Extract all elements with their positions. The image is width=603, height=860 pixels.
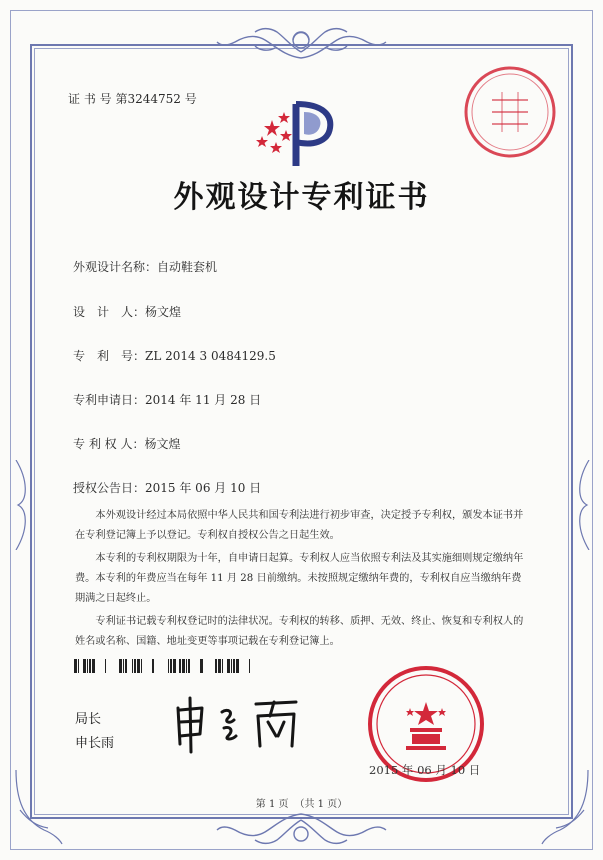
field-value: 杨文煌: [145, 305, 182, 319]
president-title: 局长: [75, 712, 102, 727]
field-value: 自动鞋套机: [157, 260, 218, 274]
certificate-number-label: 证 书 号 第: [68, 92, 128, 106]
certificate-number: [68, 90, 197, 107]
field-designer: [73, 303, 181, 320]
field-value: ZL 2014 3 0484129.5: [145, 349, 276, 363]
field-label: 授权公告日：: [73, 481, 146, 495]
field-value: 2014 年 11 月 28 日: [145, 393, 262, 407]
paragraph: 本外观设计经过本局依照中华人民共和国专利法进行初步审查，决定授予专利权，颁发本证书并在专利登记簿上予以登记。专利权自授权公告之日起生效。: [75, 510, 524, 541]
signature: [170, 694, 305, 754]
field-label: 外观设计名称：: [73, 260, 158, 274]
field-label: 设 计 人：: [73, 305, 146, 319]
barcode: [74, 659, 262, 673]
sipo-logo-icon: [252, 98, 334, 174]
agent-seal: [462, 64, 558, 160]
paragraph: 专利证书记载专利权登记时的法律状况。专利权的转移、质押、无效、终止、恢复和专利权人的姓名或名称、国籍、地址变更等事项记载在专利登记簿上。: [75, 616, 524, 647]
top-ornament: [215, 18, 388, 64]
field-value: 杨文煌: [144, 437, 181, 451]
page-footer: [0, 795, 603, 810]
certificate-body: [75, 506, 530, 655]
seal-date: 2015 年 06 月 10 日: [369, 763, 481, 777]
president-name: 申长雨: [75, 736, 115, 751]
page-number: 第 1 页: [255, 799, 289, 810]
field-patentee: [73, 435, 180, 452]
field-announcement-date: [73, 479, 261, 496]
field-patent-number: [73, 347, 276, 364]
left-ornament: [12, 460, 34, 550]
field-label: 专 利 权 人：: [73, 437, 145, 451]
field-value: 2015 年 06 月 10 日: [145, 481, 262, 495]
right-ornament: [571, 460, 593, 550]
field-label: 专 利 号：: [73, 349, 146, 363]
field-label: 专利申请日：: [73, 393, 146, 407]
paragraph: 本专利的专利权期限为十年，自申请日起算。专利权人应当依照专利法及其实施细则规定缴纳年费。本专利的年费应当在每年 11 月 28 日前缴纳。未按照规定缴纳年费的，专利权自应当缴纳年费期满之日起终止。: [75, 553, 524, 604]
certificate-number-suffix: 号: [184, 92, 197, 106]
certificate-number-value: 3244752: [127, 92, 181, 106]
page-total: （共 1 页）: [294, 799, 348, 810]
certificate-title: 外观设计专利证书: [173, 180, 430, 215]
field-design-name: [73, 258, 217, 275]
bottom-ornament: [215, 808, 388, 852]
field-application-date: [73, 391, 261, 408]
